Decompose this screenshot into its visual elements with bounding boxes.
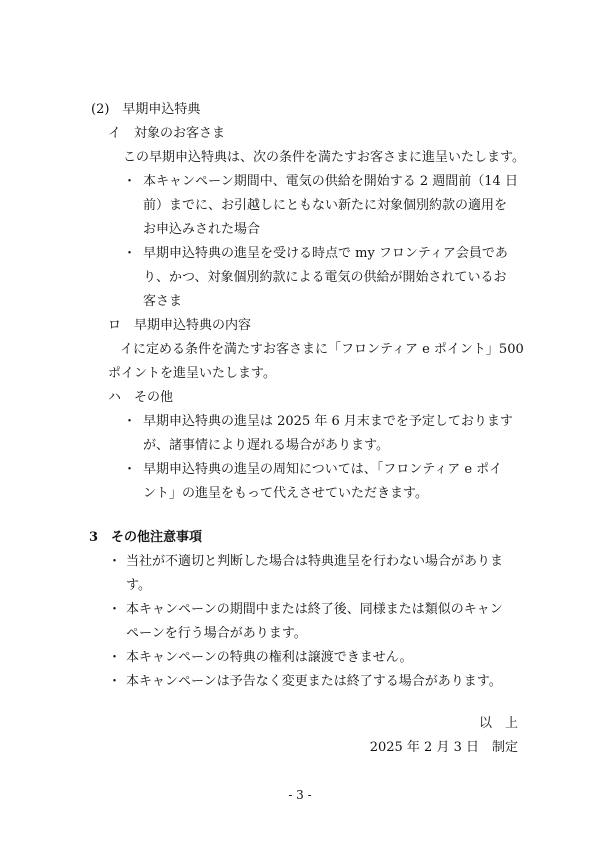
page-number: - 3 - bbox=[288, 788, 312, 802]
bullet-marker: ・ bbox=[108, 554, 122, 569]
s3-bullet-3-line-1: 本キャンペーンの特典の権利は譲渡できません。 bbox=[126, 650, 413, 665]
section-2-heading: (2) 早期申込特典 bbox=[91, 102, 201, 117]
closing-mark: 以 上 bbox=[478, 716, 518, 731]
subsection-ro-label: ロ 早期申込特典の内容 bbox=[108, 318, 252, 333]
section-3-heading: 3 その他注意事項 bbox=[89, 530, 203, 545]
i-bullet-1-line-1: 本キャンペーン期間中、電気の供給を開始する 2 週間前（14 日 bbox=[143, 174, 518, 189]
ha-bullet-1-line-2: が、諸事情により遅れる場合があります。 bbox=[143, 438, 389, 453]
enactment-date: 2025 年 2 月 3 日 制定 bbox=[369, 740, 518, 755]
ha-bullet-2-line-2: ント」の進呈をもって代えさせていただきます。 bbox=[143, 486, 428, 501]
i-bullet-1-line-2: 前）までに、お引越しにともない新たに対象個別約款の適用を bbox=[143, 198, 508, 213]
bullet-marker: ・ bbox=[108, 602, 122, 617]
subsection-ha-label: ハ その他 bbox=[108, 390, 174, 405]
s3-bullet-2-line-2: ペーンを行う場合があります。 bbox=[126, 626, 307, 641]
subsection-i-intro: この早期申込特典は、次の条件を満たすお客さまに進呈いたします。 bbox=[123, 150, 525, 165]
ro-text-line-2: ポイントを進呈いたします。 bbox=[108, 366, 276, 381]
ro-text-line-1: イに定める条件を満たすお客さまに「フロンティア e ポイント」500 bbox=[120, 342, 524, 357]
i-bullet-2-line-2: り、かつ、対象個別約款による電気の供給が開始されているお bbox=[143, 270, 507, 285]
bullet-marker: ・ bbox=[123, 414, 137, 429]
ha-bullet-2-line-1: 早期申込特典の進呈の周知については、「フロンティア e ポイ bbox=[143, 462, 503, 477]
s3-bullet-1-line-2: す。 bbox=[126, 578, 151, 593]
i-bullet-2-line-1: 早期申込特典の進呈を受ける時点で my フロンティア会員であ bbox=[143, 246, 508, 261]
bullet-marker: ・ bbox=[123, 174, 137, 189]
i-bullet-1-line-3: お申込みされた場合 bbox=[143, 222, 261, 237]
i-bullet-2-line-3: 客さま bbox=[143, 294, 183, 309]
s3-bullet-4-line-1: 本キャンペーンは予告なく変更または終了する場合があります。 bbox=[126, 674, 502, 689]
bullet-marker: ・ bbox=[123, 246, 137, 261]
bullet-marker: ・ bbox=[108, 674, 122, 689]
ha-bullet-1-line-1: 早期申込特典の進呈は 2025 年 6 月末までを予定しております bbox=[143, 414, 513, 429]
subsection-i-label: イ 対象のお客さま bbox=[108, 126, 226, 141]
bullet-marker: ・ bbox=[123, 462, 137, 477]
s3-bullet-2-line-1: 本キャンペーンの期間中または終了後、同様または類似のキャン bbox=[126, 602, 503, 617]
s3-bullet-1-line-1: 当社が不適切と判断した場合は特典進呈を行わない場合がありま bbox=[126, 554, 504, 569]
bullet-marker: ・ bbox=[108, 650, 122, 665]
